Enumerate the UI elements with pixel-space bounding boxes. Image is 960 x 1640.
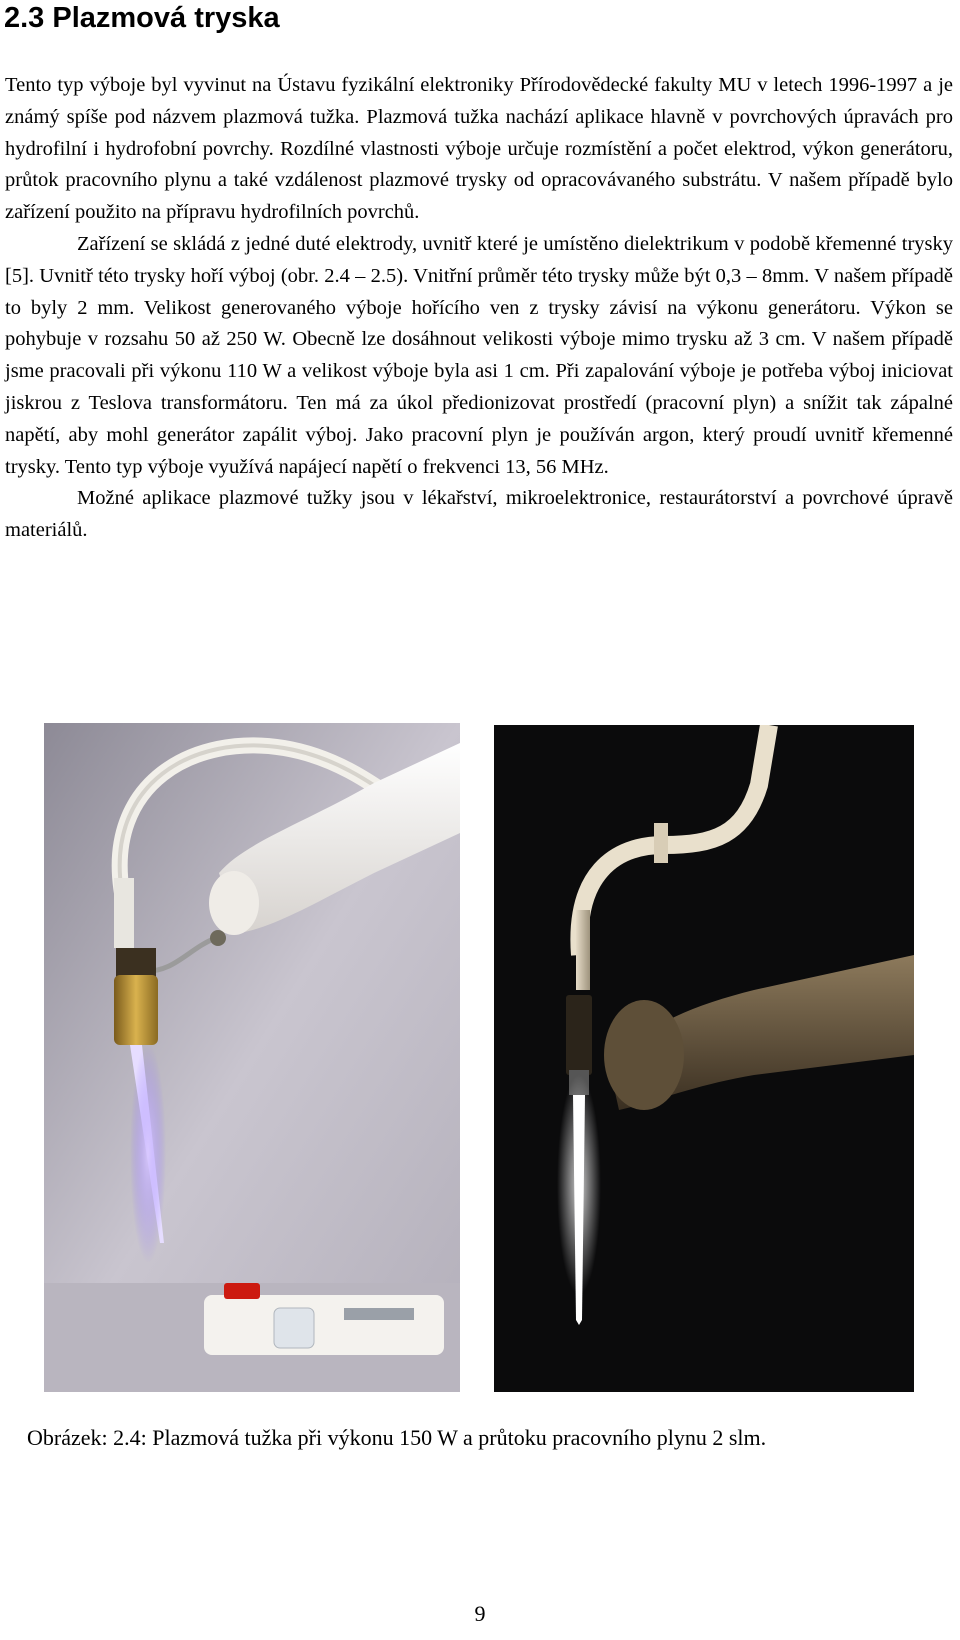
photo-plasma-pencil-light [44, 723, 460, 1392]
body-text [5, 70, 953, 547]
photo-plasma-pencil-dark [494, 725, 914, 1392]
figure-caption: Obrázek: 2.4: Plazmová tužka při výkonu 150 W a průtoku pracovního plynu 2 slm. [27, 1425, 767, 1450]
page-number: 9 [474, 1601, 486, 1626]
paragraph-intro: Tento typ výboje byl vyvinut na Ústavu fyzikální elektroniky Přírodovědecké fakulty MU v letech 1996-1997 a je známý spíše pod názvem plazmová tužka. Plazmová tužka nachází aplikace hlavně v povrchových úpravách pro hydrofilní i hydrofobní povrchy. Rozdílné vlastnosti výboje určuje rozmístění a počet elektrod, výkon generátoru, průtok pracovního plynu a také vzdálenost plazmové trysky od opracovávaného substrátu. V našem případě bylo zařízení použito na přípravu hydrofilních povrchů. [5, 74, 953, 224]
section-heading: 2.3 Plazmová tryska [4, 2, 280, 34]
paragraph-applications: Možné aplikace plazmové tužky jsou v lékařství, mikroelektronice, restaurátorství a povrchové úpravě materiálů. [5, 487, 953, 542]
paragraph-device: Zařízení se skládá z jedné duté elektrody, uvnitř které je umístěno dielektrikum v podobě křemenné trysky [5]. Uvnitř této trysky hoří výboj (obr. 2.4 – 2.5). Vnitřní průměr této trysky může být 0,3 – 8mm. V našem případě to byly 2 mm. Velikost generovaného výboje hořícího ven z trysky závisí na výkonu generátoru. Výkon se pohybuje v rozsahu 50 až 250 W. Obecně lze dosáhnout velikosti výboje mimo trysku až 3 cm. V našem případě jsme pracovali při výkonu 110 W a velikost výboje byla asi 1 cm. Při zapalování výboje je potřeba výboj iniciovat jiskrou z Teslova transformátoru. Ten má za úkol předionizovat prostředí (pracovní plyn) a snížit tak zápalné napětí, aby mohl generátor zapálit výboj. Jako pracovní plyn je používán argon, který proudí uvnitř křemenné trysky. Tento typ výboje využívá napájecí napětí o frekvenci 13, 56 MHz. [5, 232, 953, 478]
